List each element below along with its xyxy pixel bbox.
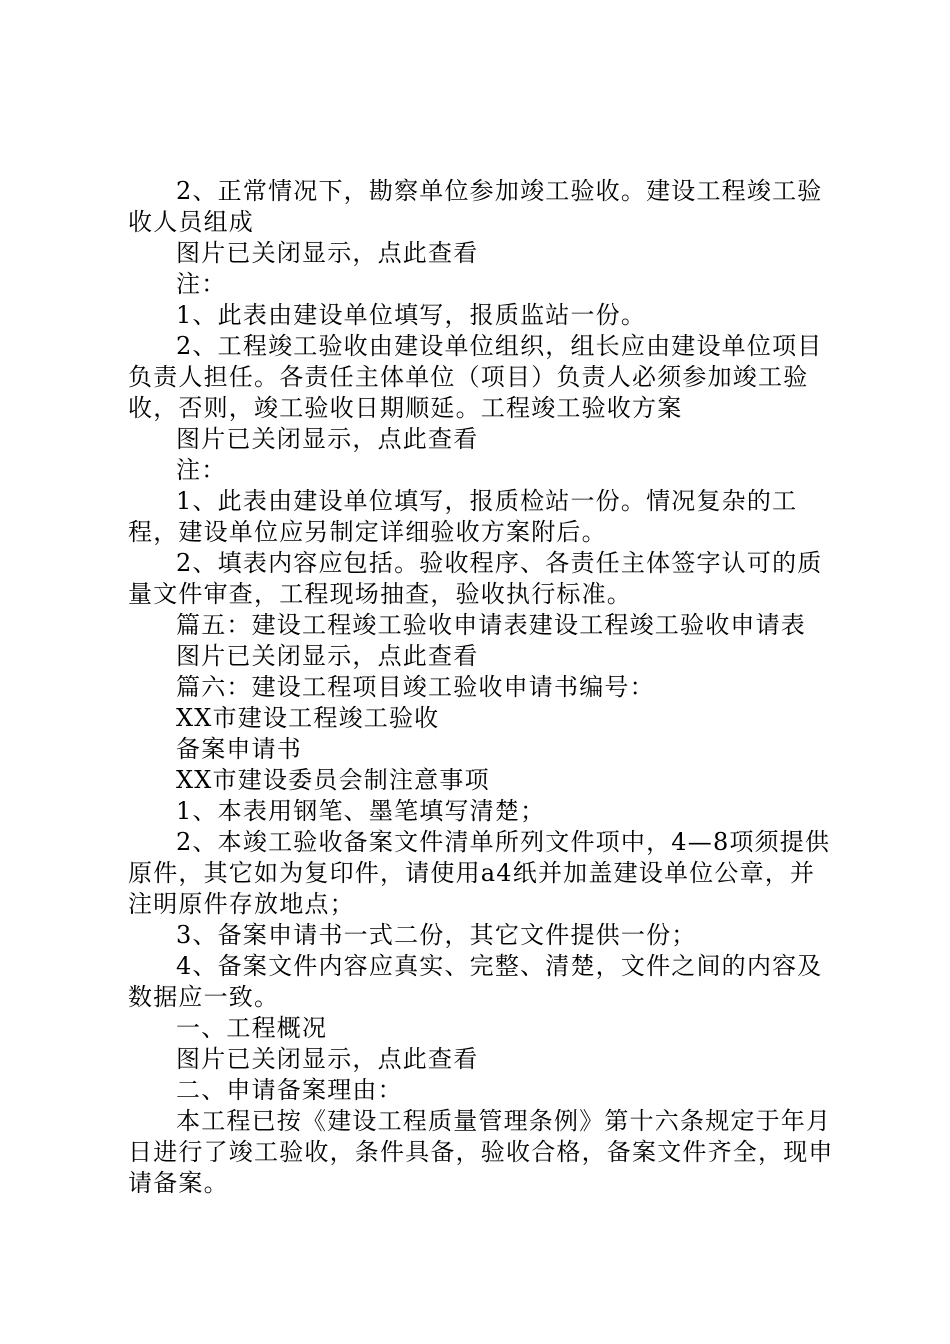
paragraph: XX市建设委员会制注意事项 — [176, 766, 490, 794]
image-placeholder-link[interactable]: 图片已关闭显示，点此查看 — [176, 239, 479, 267]
section-heading: 篇六：建设工程项目竣工验收申请书编号： — [176, 673, 655, 701]
paragraph: 注： — [176, 456, 227, 484]
paragraph: 2、填表内容应包括。验收程序、各责任主体签字认可的质量文件审查，工程现场抽查，验收执行标准。 — [128, 549, 823, 608]
paragraph: 1、此表由建设单位填写，报质检站一份。情况复杂的工程，建设单位应另制定详细验收方案附后。 — [128, 487, 798, 546]
paragraph: 4、备案文件内容应真实、完整、清楚，文件之间的内容及数据应一致。 — [128, 952, 823, 1011]
paragraph: 2、正常情况下，勘察单位参加竣工验收。建设工程竣工验收人员组成 — [128, 177, 823, 236]
image-placeholder-link[interactable]: 图片已关闭显示，点此查看 — [176, 642, 479, 670]
image-placeholder-link[interactable]: 图片已关闭显示，点此查看 — [176, 1045, 479, 1073]
document-body — [128, 176, 836, 1199]
paragraph: 1、此表由建设单位填写，报质监站一份。 — [176, 301, 647, 329]
section-heading: 篇五：建设工程竣工验收申请表建设工程竣工验收申请表 — [176, 611, 806, 639]
paragraph: 2、本竣工验收备案文件清单所列文件项中，4—8项须提供原件，其它如为复印件，请使用a4纸并加盖建设单位公章，并注明原件存放地点； — [128, 828, 831, 918]
paragraph: 备案申请书 — [176, 735, 302, 763]
paragraph: 1、本表用钢笔、墨笔填写清楚； — [176, 797, 546, 825]
paragraph: 2、工程竣工验收由建设单位组织，组长应由建设单位项目负责人担任。各责任主体单位（项目）负责人必须参加竣工验收，否则，竣工验收日期顺延。工程竣工验收方案 — [128, 332, 823, 422]
paragraph: 注： — [176, 270, 227, 298]
image-placeholder-link[interactable]: 图片已关闭显示，点此查看 — [176, 425, 479, 453]
paragraph: 本工程已按《建设工程质量管理条例》第十六条规定于年月日进行了竣工验收，条件具备，验收合格，备案文件齐全，现申请备案。 — [128, 1107, 834, 1197]
paragraph: XX市建设工程竣工验收 — [176, 704, 440, 732]
section-heading: 二、申请备案理由： — [176, 1076, 403, 1104]
paragraph: 3、备案申请书一式二份，其它文件提供一份； — [176, 921, 697, 949]
section-heading: 一、工程概况 — [176, 1014, 328, 1042]
